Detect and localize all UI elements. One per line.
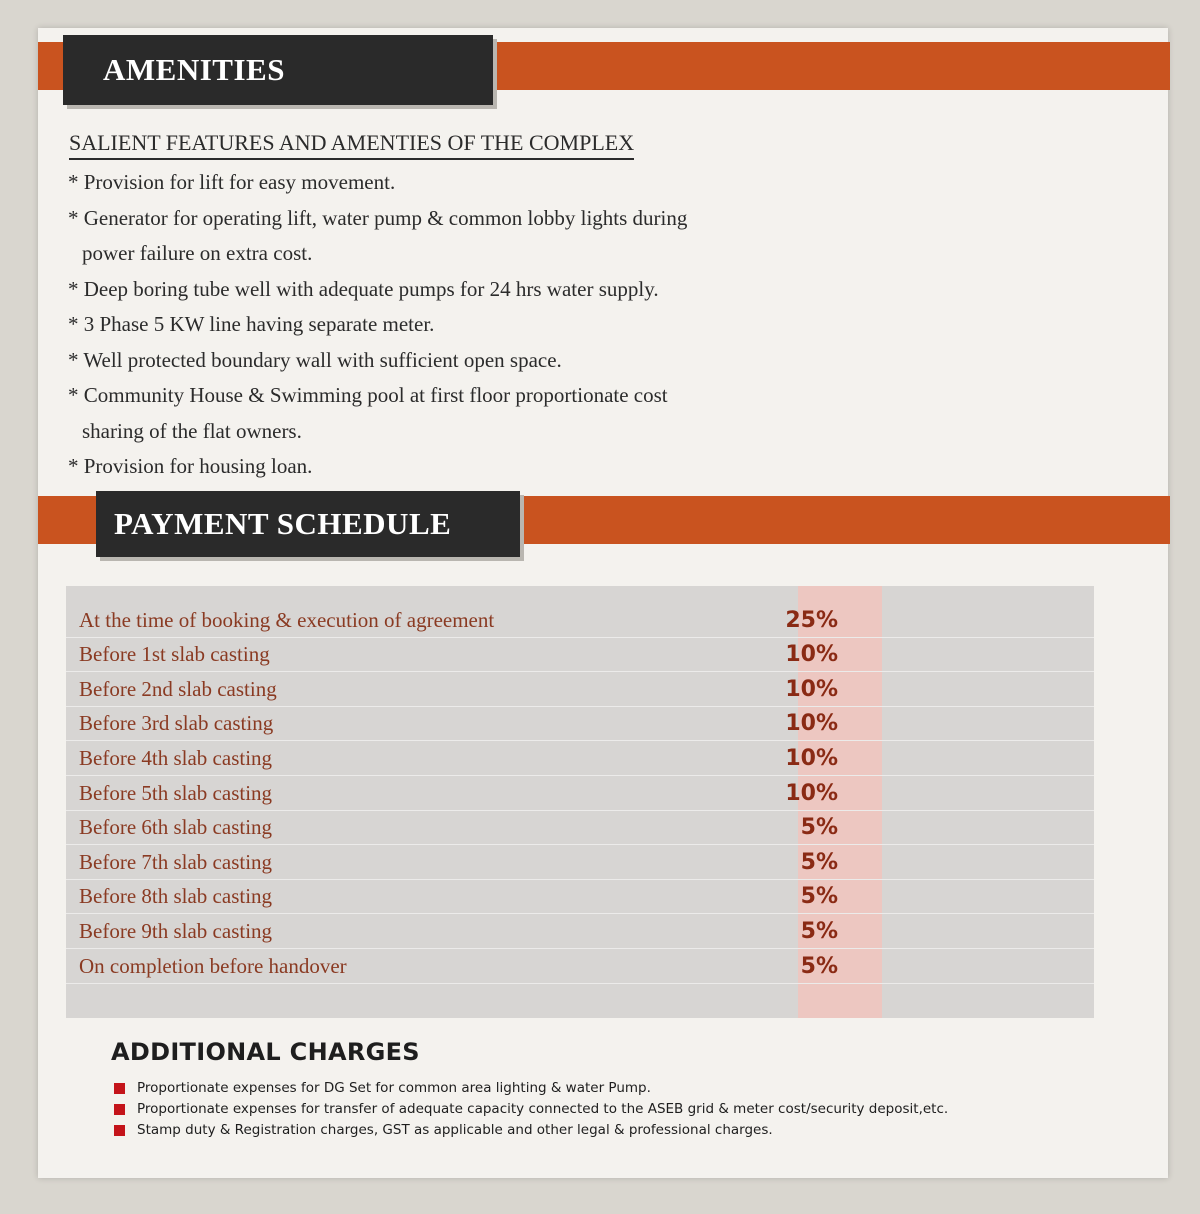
row-label: Before 6th slab casting xyxy=(79,815,273,840)
charge-item: Proportionate expenses for DG Set for common area lighting & water Pump. xyxy=(114,1078,1114,1099)
feature-item: * Community House & Swimming pool at first floor proportionate cost sharing of the flat owners. xyxy=(68,383,668,443)
row-percentage: 5% xyxy=(800,815,838,841)
payment-table xyxy=(66,586,1094,1018)
square-bullet-icon xyxy=(114,1083,125,1094)
row-label: Before 3rd slab casting xyxy=(79,711,274,736)
feature-item: * Provision for housing loan. xyxy=(68,454,313,478)
charge-item: Stamp duty & Registration charges, GST as applicable and other legal & professional charges. xyxy=(114,1120,1114,1141)
feature-item: * Deep boring tube well with adequate pumps for 24 hrs water supply. xyxy=(68,276,659,301)
amenities-heading-text: AMENITIES xyxy=(103,52,285,87)
table-row xyxy=(66,602,1094,638)
row-label: Before 7th slab casting xyxy=(79,849,273,874)
payment-heading xyxy=(96,491,520,557)
feature-item: * 3 Phase 5 KW line having separate meter. xyxy=(68,312,435,336)
row-label: Before 5th slab casting xyxy=(79,780,273,805)
brochure-page xyxy=(38,28,1168,1178)
row-percentage: 5% xyxy=(800,849,838,875)
feature-item: * Well protected boundary wall with sufficient open space. xyxy=(68,347,562,372)
amenities-subheading: SALIENT FEATURES AND AMENTIES OF THE COMPLEX xyxy=(69,130,634,160)
row-label: Before 9th slab casting xyxy=(79,918,273,943)
square-bullet-icon xyxy=(114,1104,125,1115)
row-percentage: 10% xyxy=(785,676,838,702)
row-label: On completion before handover xyxy=(79,953,347,978)
features-list xyxy=(68,165,828,485)
row-label: At the time of booking & execution of agreement xyxy=(79,607,495,632)
row-label: Before 1st slab casting xyxy=(79,642,270,667)
row-percentage: 10% xyxy=(785,711,838,737)
row-percentage: 10% xyxy=(785,642,838,668)
table-row xyxy=(66,948,1094,984)
additional-charges-heading: ADDITIONAL CHARGES xyxy=(111,1038,420,1066)
row-label: Before 4th slab casting xyxy=(79,745,273,770)
payment-heading-text: PAYMENT SCHEDULE xyxy=(114,506,452,541)
table-row xyxy=(66,671,1094,707)
charge-item: Proportionate expenses for transfer of adequate capacity connected to the ASEB grid & meter cost/security deposit,etc. xyxy=(114,1099,1114,1120)
row-label: Before 8th slab casting xyxy=(79,884,273,909)
table-row xyxy=(66,879,1094,915)
square-bullet-icon xyxy=(114,1125,125,1136)
feature-item: * Provision for lift for easy movement. xyxy=(68,170,396,194)
row-percentage: 10% xyxy=(785,745,838,771)
table-row xyxy=(66,740,1094,776)
additional-charges-list xyxy=(114,1078,1114,1141)
row-percentage: 10% xyxy=(785,780,838,806)
row-percentage: 25% xyxy=(785,607,838,633)
row-percentage: 5% xyxy=(800,884,838,910)
row-percentage: 5% xyxy=(800,953,838,979)
feature-item: * Generator for operating lift, water pump & common lobby lights during power failure on extra cost. xyxy=(68,205,688,265)
table-row xyxy=(66,706,1094,742)
table-row xyxy=(66,810,1094,846)
table-row xyxy=(66,775,1094,811)
table-row xyxy=(66,913,1094,949)
row-label: Before 2nd slab casting xyxy=(79,676,277,701)
table-row xyxy=(66,637,1094,673)
row-percentage: 5% xyxy=(800,918,838,944)
table-row xyxy=(66,844,1094,880)
amenities-heading xyxy=(63,35,493,105)
